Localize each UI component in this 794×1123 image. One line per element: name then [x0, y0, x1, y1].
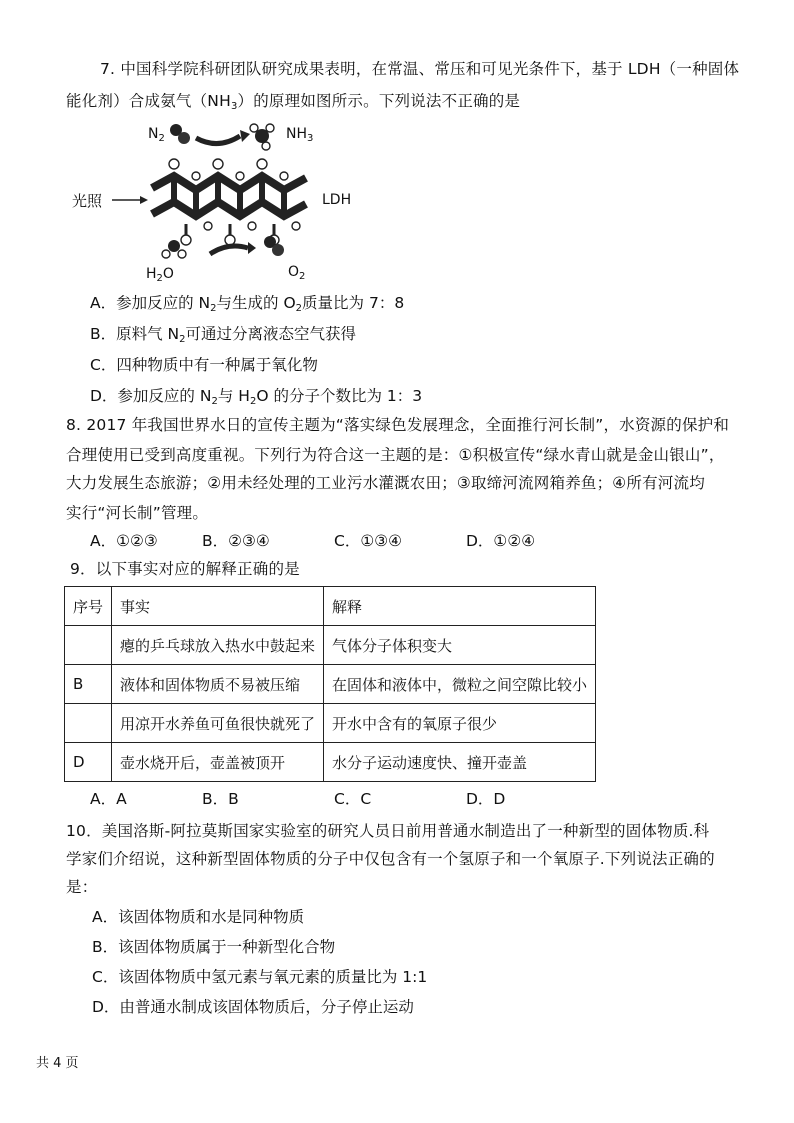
q10-stem-line1: 10．美国洛斯-阿拉莫斯国家实验室的研究人员日前用普通水制造出了一种新型的固体物质.科 — [66, 822, 710, 840]
q7-option-d[interactable]: D．参加反应的 $N_2$与 $H_2O$ 的分子个数比为 1：3 — [90, 387, 423, 407]
ldh-lattice-icon — [152, 159, 306, 245]
q10-stem-line3: 是： — [66, 878, 98, 896]
table-cell — [65, 704, 112, 743]
table-cell: 水分子运动速度快、撞开壶盖 — [324, 743, 596, 782]
page-footer: 共 4 页 — [36, 1056, 79, 1071]
q7-stem-line1: 7. 中国科学院科研团队研究成果表明，在常温、常压和可见光条件下，基于 LDH（一种固体 — [100, 60, 740, 78]
table-cell: 液体和固体物质不易被压缩 — [112, 665, 324, 704]
bottom-curved-arrow-icon — [210, 242, 256, 254]
n2-molecule-icon — [170, 124, 190, 144]
q8-stem-line2: 合理使用已受到高度重视。下列行为符合这一主题的是：①积极宣传“绿水青山就是金山银山”， — [66, 446, 725, 464]
table-cell: D — [65, 743, 112, 782]
table-header-row — [65, 587, 596, 626]
q8-stem-line4: 实行“河长制”管理。 — [66, 504, 209, 522]
light-label: 光照 — [72, 192, 103, 210]
table-cell: 开水中含有的氧原子很少 — [324, 704, 596, 743]
table-row — [65, 743, 596, 782]
table-cell: 气体分子体积变大 — [324, 626, 596, 665]
table-cell: 壶水烧开后，壶盖被顶开 — [112, 743, 324, 782]
q9-option-a[interactable]: A．A — [90, 790, 127, 808]
q7-option-c[interactable]: C．四种物质中有一种属于氧化物 — [90, 356, 318, 374]
table-cell — [65, 626, 112, 665]
o2-label: $O_2$ — [288, 264, 306, 282]
h2o-label: $H_2O$ — [146, 266, 174, 284]
q8-option-d[interactable]: D．①②④ — [466, 532, 536, 550]
q7-stem-line2: 能化剂）合成氨气$(NH_3)$的原理如图所示。下列说法不正确的是 — [66, 92, 521, 112]
q10-option-a[interactable]: A．该固体物质和水是同种物质 — [92, 908, 305, 926]
q8-stem-line3: 大力发展生态旅游；②用未经处理的工业污水灌溉农田；③取缔河流网箱养鱼；④所有河流均 — [66, 474, 705, 492]
table-cell: 瘪的乒乓球放入热水中鼓起来 — [112, 626, 324, 665]
table-header-cell: 解释 — [324, 587, 596, 626]
top-curved-arrow-icon — [196, 130, 250, 144]
q9-option-d[interactable]: D．D — [466, 790, 506, 808]
q9-facts-table — [64, 586, 596, 782]
table-cell: 在固体和液体中，微粒之间空隙比较小 — [324, 665, 596, 704]
q10-option-d[interactable]: D．由普通水制成该固体物质后，分子停止运动 — [92, 998, 414, 1016]
q10-stem-line2: 学家们介绍说，这种新型固体物质的分子中仅包含有一个氢原子和一个氧原子.下列说法正确的 — [66, 850, 715, 868]
table-row — [65, 626, 596, 665]
nh3-molecule-icon — [250, 124, 274, 150]
q8-option-a[interactable]: A．①②③ — [90, 532, 158, 550]
q8-option-b[interactable]: B．②③④ — [202, 532, 270, 550]
table-header-cell: 事实 — [112, 587, 324, 626]
light-arrow-icon — [112, 196, 148, 204]
q9-stem: 9．以下事实对应的解释正确的是 — [70, 560, 300, 578]
q10-option-c[interactable]: C．该固体物质中氢元素与氧元素的质量比为 1:1 — [92, 968, 428, 986]
q7-option-a[interactable]: A．参加反应的 $N_2$与生成的 $O_2$质量比为 7：8 — [90, 294, 405, 314]
q8-stem-line1: 8. 2017 年我国世界水日的宣传主题为“落实绿色发展理念，全面推行河长制”，水资源的保护和 — [66, 416, 730, 434]
q8-option-c[interactable]: C．①③④ — [334, 532, 403, 550]
table-header-cell: 序号 — [65, 587, 112, 626]
q9-option-b[interactable]: B．B — [202, 790, 239, 808]
q10-option-b[interactable]: B．该固体物质属于一种新型化合物 — [92, 938, 336, 956]
table-row — [65, 665, 596, 704]
n2-label: $N_2$ — [148, 126, 165, 144]
table-cell: 用凉开水养鱼可鱼很快就死了 — [112, 704, 324, 743]
q7-option-b[interactable]: B．原料气 $N_2$可通过分离液态空气获得 — [90, 325, 357, 345]
nh3-label: $NH_3$ — [286, 126, 314, 144]
table-cell: B — [65, 665, 112, 704]
o2-molecule-icon — [264, 236, 284, 256]
q9-option-c[interactable]: C．C — [334, 790, 372, 808]
table-row — [65, 704, 596, 743]
ldh-molecule-art — [100, 118, 340, 278]
ldh-label: LDH — [322, 192, 352, 208]
